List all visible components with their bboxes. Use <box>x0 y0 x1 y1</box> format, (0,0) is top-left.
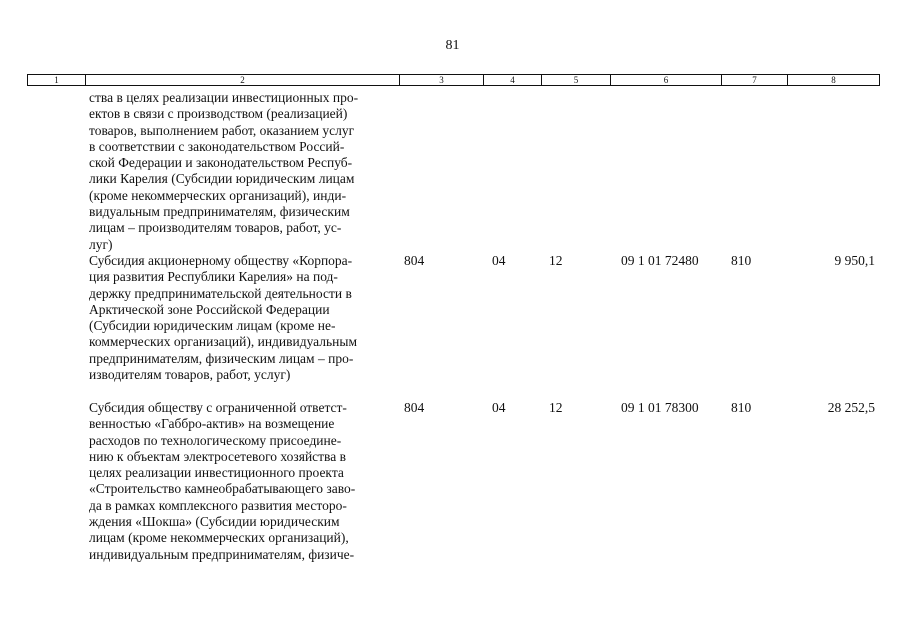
description-line: целях реализации инвестиционного проекта <box>89 465 344 481</box>
description-line: Субсидия обществу с ограниченной ответст- <box>89 400 347 415</box>
target-article-code: 09 1 01 72480 <box>621 253 699 268</box>
description-line: ектов в связи с производством (реализацией) <box>89 106 348 122</box>
description-line: лицам (кроме некоммерческих организаций), <box>89 530 349 546</box>
column-header-2: 2 <box>86 75 400 86</box>
description-line: Субсидия акционерному обществу «Корпора- <box>89 253 353 268</box>
section-code: 04 <box>492 400 506 415</box>
description-line: изводителям товаров, работ, услуг) <box>89 367 291 383</box>
expense-type-code: 810 <box>731 400 752 415</box>
column-header-1: 1 <box>28 75 86 86</box>
description-line: венностью «Габбро-актив» на возмещение <box>89 416 335 432</box>
description-line: (Субсидии юридическим лицам (кроме не- <box>89 318 336 334</box>
description-line: нию к объектам электросетевого хозяйства в <box>89 448 346 464</box>
expense-type-code: 810 <box>731 253 752 268</box>
description-line: в соответствии с законодательством Россий- <box>89 138 345 154</box>
section-code: 04 <box>492 253 506 268</box>
description-line: «Строительство камнеобрабатывающего заво- <box>89 481 356 497</box>
row-description <box>89 90 394 253</box>
column-header-8: 8 <box>788 75 880 86</box>
description-line: да в рамках комплексного развития месторо- <box>89 497 347 513</box>
ministry-code: 804 <box>404 253 425 268</box>
column-header-table <box>27 74 880 86</box>
page-number: 81 <box>445 38 460 53</box>
description-line: расходов по технологическому присоедине- <box>89 432 342 448</box>
description-line: лики Карелия (Субсидии юридическим лицам <box>89 171 355 187</box>
amount-value: 9 950,1 <box>834 253 875 268</box>
description-line: ства в целях реализации инвестиционных про- <box>89 90 359 105</box>
description-line: ждения «Шокша» (Субсидии юридическим <box>89 514 340 530</box>
row-description <box>89 400 394 563</box>
row-description <box>89 253 394 383</box>
subsection-code: 12 <box>549 253 563 268</box>
description-line: товаров, выполнением работ, оказанием услуг <box>89 122 355 138</box>
column-header-6: 6 <box>611 75 722 86</box>
subsection-code: 12 <box>549 400 563 415</box>
description-line: луг) <box>89 236 113 252</box>
amount-value: 28 252,5 <box>827 400 875 415</box>
description-line: предпринимателям, физическим лицам – про- <box>89 350 354 366</box>
ministry-code: 804 <box>404 400 425 415</box>
description-line: индивидуальным предпринимателям, физиче- <box>89 546 355 562</box>
description-line: ция развития Республики Карелия» на под- <box>89 269 338 285</box>
column-header-row <box>28 75 880 86</box>
description-line: видуальным предпринимателям, физическим <box>89 204 350 220</box>
target-article-code: 09 1 01 78300 <box>621 400 699 415</box>
description-line: лицам – производителям товаров, работ, ус- <box>89 220 342 236</box>
description-line: Арктической зоне Российской Федерации <box>89 301 330 317</box>
description-line: коммерческих организаций), индивидуальным <box>89 334 358 350</box>
description-line: (кроме некоммерческих организаций), инди- <box>89 187 347 203</box>
column-header-3: 3 <box>400 75 484 86</box>
column-header-5: 5 <box>542 75 611 86</box>
description-line: ской Федерации и законодательством Респуб- <box>89 155 353 171</box>
column-header-4: 4 <box>484 75 542 86</box>
column-header-7: 7 <box>722 75 788 86</box>
description-line: держку предпринимательской деятельности в <box>89 285 352 301</box>
